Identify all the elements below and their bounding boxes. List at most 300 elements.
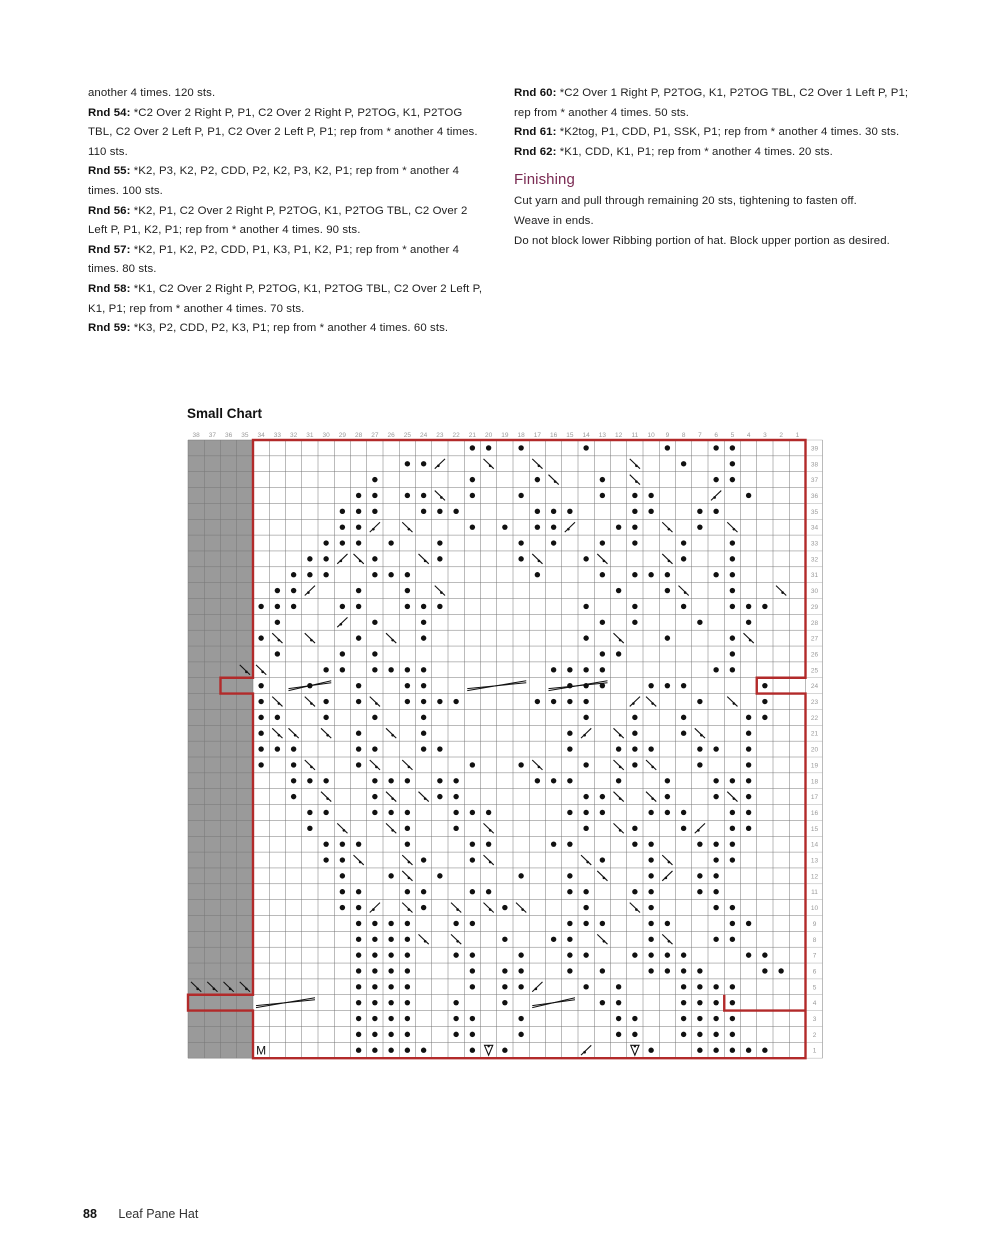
- purl-stitch: [713, 778, 718, 783]
- column-number: 28: [355, 432, 363, 439]
- purl-stitch: [697, 746, 702, 751]
- purl-stitch: [356, 540, 361, 545]
- ssk-stitch: [662, 554, 672, 564]
- purl-stitch: [730, 445, 735, 450]
- purl-stitch: [730, 921, 735, 926]
- row-number: 20: [810, 746, 819, 754]
- purl-dot: [424, 940, 427, 943]
- purl-dot: [326, 734, 329, 737]
- purl-stitch: [437, 604, 442, 609]
- purl-stitch: [713, 572, 718, 577]
- purl-stitch: [697, 1000, 702, 1005]
- purl-stitch: [470, 445, 475, 450]
- ssk-stitch: [646, 697, 656, 707]
- purl-stitch: [616, 651, 621, 656]
- ssk-stitch: [435, 491, 445, 501]
- purl-stitch: [372, 1016, 377, 1021]
- column-number: 3: [763, 432, 767, 439]
- purl-dot: [538, 766, 541, 769]
- purl-stitch: [713, 1032, 718, 1037]
- purl-stitch: [632, 746, 637, 751]
- purl-stitch: [340, 509, 345, 514]
- purl-stitch: [388, 667, 393, 672]
- column-number: 38: [192, 432, 200, 439]
- purl-stitch: [567, 937, 572, 942]
- purl-dot: [733, 702, 736, 705]
- row-number: 6: [812, 968, 817, 976]
- purl-stitch: [713, 509, 718, 514]
- column-number: 7: [698, 432, 702, 439]
- column-number: 35: [241, 432, 249, 439]
- purl-stitch: [405, 683, 410, 688]
- cable-line: [532, 998, 575, 1008]
- purl-stitch: [405, 572, 410, 577]
- purl-dot: [440, 591, 443, 594]
- purl-stitch: [323, 841, 328, 846]
- purl-stitch: [730, 477, 735, 482]
- purl-stitch: [356, 921, 361, 926]
- finishing-paragraph: Cut yarn and pull through remaining 20 sts, tightening to fasten off.: [514, 195, 857, 208]
- purl-stitch: [616, 1016, 621, 1021]
- purl-stitch: [291, 604, 296, 609]
- column-number: 6: [714, 432, 718, 439]
- k2tog-stitch: [337, 554, 347, 564]
- purl-stitch: [746, 746, 751, 751]
- purl-stitch: [372, 810, 377, 815]
- purl-stitch: [681, 715, 686, 720]
- purl-stitch: [583, 826, 588, 831]
- purl-stitch: [453, 509, 458, 514]
- purl-stitch: [356, 731, 361, 736]
- purl-stitch: [746, 715, 751, 720]
- purl-dot: [634, 1045, 636, 1047]
- purl-stitch: [632, 1016, 637, 1021]
- row-number: 14: [810, 841, 819, 849]
- column-number: 30: [322, 432, 330, 439]
- purl-dot: [619, 734, 622, 737]
- purl-stitch: [648, 889, 653, 894]
- purl-stitch: [340, 905, 345, 910]
- row-number: 7: [812, 952, 817, 960]
- purl-stitch: [372, 477, 377, 482]
- purl-stitch: [323, 857, 328, 862]
- purl-stitch: [453, 921, 458, 926]
- purl-dot: [635, 464, 638, 467]
- ssk-stitch: [484, 459, 494, 469]
- purl-stitch: [648, 810, 653, 815]
- purl-stitch: [421, 1048, 426, 1053]
- purl-stitch: [502, 524, 507, 529]
- purl-dot: [489, 464, 492, 467]
- purl-stitch: [632, 1032, 637, 1037]
- purl-stitch: [307, 556, 312, 561]
- purl-stitch: [535, 524, 540, 529]
- purl-stitch: [583, 905, 588, 910]
- ssk-stitch: [370, 697, 380, 707]
- purl-stitch: [583, 921, 588, 926]
- purl-stitch: [632, 604, 637, 609]
- purl-stitch: [648, 968, 653, 973]
- purl-stitch: [372, 968, 377, 973]
- purl-stitch: [762, 604, 767, 609]
- purl-stitch: [421, 699, 426, 704]
- purl-stitch: [388, 540, 393, 545]
- column-number: 29: [338, 432, 346, 439]
- purl-stitch: [583, 952, 588, 957]
- purl-stitch: [388, 921, 393, 926]
- purl-dot: [583, 734, 586, 737]
- purl-stitch: [372, 921, 377, 926]
- purl-stitch: [405, 778, 410, 783]
- column-number: 2: [779, 432, 783, 439]
- purl-dot: [278, 639, 281, 642]
- column-number: 15: [566, 432, 574, 439]
- purl-stitch: [323, 810, 328, 815]
- purl-dot: [245, 988, 248, 991]
- purl-stitch: [470, 857, 475, 862]
- instruction-paragraph: [88, 280, 488, 319]
- purl-dot: [340, 623, 343, 626]
- purl-stitch: [275, 651, 280, 656]
- purl-stitch: [437, 540, 442, 545]
- purl-stitch: [470, 984, 475, 989]
- ssk-stitch: [402, 760, 412, 770]
- purl-stitch: [551, 540, 556, 545]
- purl-stitch: [600, 1000, 605, 1005]
- ssk-stitch: [776, 586, 786, 596]
- purl-dot: [424, 797, 427, 800]
- purl-stitch: [518, 952, 523, 957]
- purl-stitch: [388, 1016, 393, 1021]
- purl-stitch: [583, 667, 588, 672]
- purl-stitch: [372, 746, 377, 751]
- ssk-stitch: [402, 871, 412, 881]
- purl-stitch: [470, 810, 475, 815]
- k2tog-stitch: [370, 903, 380, 913]
- purl-dot: [538, 560, 541, 563]
- column-number: 8: [681, 432, 686, 439]
- purl-dot: [635, 480, 638, 483]
- purl-stitch: [258, 731, 263, 736]
- purl-stitch: [405, 889, 410, 894]
- purl-dot: [651, 766, 654, 769]
- purl-stitch: [405, 841, 410, 846]
- ssk-stitch: [597, 934, 607, 944]
- purl-stitch: [518, 445, 523, 450]
- ssk-stitch: [646, 792, 656, 802]
- purl-stitch: [323, 540, 328, 545]
- purl-stitch: [356, 841, 361, 846]
- row-number: 28: [810, 619, 819, 627]
- column-number: 19: [501, 432, 509, 439]
- purl-dot: [391, 639, 394, 642]
- round-label: Rnd 55:: [88, 165, 131, 178]
- purl-stitch: [323, 556, 328, 561]
- purl-stitch: [616, 984, 621, 989]
- purl-stitch: [713, 873, 718, 878]
- purl-stitch: [681, 604, 686, 609]
- row-number: 24: [810, 683, 819, 691]
- purl-stitch: [275, 620, 280, 625]
- purl-dot: [668, 861, 671, 864]
- ssk-stitch: [305, 697, 315, 707]
- purl-stitch: [405, 826, 410, 831]
- purl-stitch: [697, 1048, 702, 1053]
- purl-stitch: [713, 746, 718, 751]
- purl-stitch: [583, 762, 588, 767]
- purl-stitch: [730, 905, 735, 910]
- purl-dot: [372, 908, 375, 911]
- purl-stitch: [356, 635, 361, 640]
- round-label: Rnd 60:: [514, 87, 557, 99]
- purl-dot: [408, 877, 411, 880]
- purl-dot: [603, 560, 606, 563]
- purl-dot: [651, 702, 654, 705]
- ssk-stitch: [484, 823, 494, 833]
- purl-stitch: [632, 572, 637, 577]
- purl-dot: [521, 908, 524, 911]
- purl-dot: [487, 1045, 489, 1047]
- k2tog-stitch: [435, 459, 445, 469]
- purl-stitch: [665, 921, 670, 926]
- purl-stitch: [421, 857, 426, 862]
- row-number: 8: [812, 936, 817, 944]
- purl-stitch: [762, 699, 767, 704]
- purl-stitch: [567, 509, 572, 514]
- purl-stitch: [632, 841, 637, 846]
- row-number: 13: [810, 857, 819, 865]
- purl-stitch: [291, 762, 296, 767]
- column-number: 21: [468, 432, 476, 439]
- purl-stitch: [665, 635, 670, 640]
- column-number: 25: [403, 432, 411, 439]
- purl-dot: [408, 861, 411, 864]
- purl-stitch: [713, 937, 718, 942]
- instruction-paragraph: [88, 202, 488, 241]
- purl-stitch: [535, 778, 540, 783]
- purl-stitch: [632, 952, 637, 957]
- column-number: 34: [257, 432, 265, 439]
- purl-dot: [294, 734, 297, 737]
- purl-stitch: [535, 509, 540, 514]
- ssk-stitch: [289, 728, 299, 738]
- purl-stitch: [340, 889, 345, 894]
- purl-stitch: [405, 699, 410, 704]
- purl-stitch: [291, 778, 296, 783]
- page-number: 88: [83, 1207, 97, 1221]
- row-number: 15: [810, 825, 819, 833]
- purl-stitch: [356, 1048, 361, 1053]
- purl-stitch: [567, 810, 572, 815]
- purl-stitch: [665, 810, 670, 815]
- purl-stitch: [356, 1000, 361, 1005]
- purl-stitch: [632, 524, 637, 529]
- purl-dot: [619, 639, 622, 642]
- purl-stitch: [730, 1032, 735, 1037]
- purl-stitch: [405, 461, 410, 466]
- purl-stitch: [616, 524, 621, 529]
- purl-stitch: [405, 604, 410, 609]
- purl-stitch: [583, 635, 588, 640]
- purl-dot: [668, 560, 671, 563]
- purl-stitch: [697, 762, 702, 767]
- purl-stitch: [600, 968, 605, 973]
- purl-stitch: [632, 826, 637, 831]
- purl-stitch: [421, 715, 426, 720]
- purl-dot: [408, 908, 411, 911]
- purl-stitch: [518, 1032, 523, 1037]
- purl-stitch: [258, 699, 263, 704]
- ssk-stitch: [532, 459, 542, 469]
- purl-stitch: [681, 683, 686, 688]
- purl-stitch: [340, 604, 345, 609]
- purl-stitch: [730, 651, 735, 656]
- purl-stitch: [453, 1000, 458, 1005]
- purl-stitch: [405, 810, 410, 815]
- purl-stitch: [746, 952, 751, 957]
- round-label: Rnd 59:: [88, 322, 131, 335]
- purl-stitch: [502, 1000, 507, 1005]
- purl-stitch: [486, 810, 491, 815]
- row-number: 32: [810, 556, 819, 564]
- purl-stitch: [372, 1000, 377, 1005]
- purl-dot: [213, 988, 216, 991]
- row-number: 22: [810, 714, 819, 722]
- purl-stitch: [421, 746, 426, 751]
- purl-stitch: [697, 1032, 702, 1037]
- instruction-paragraph: [514, 143, 918, 163]
- purl-dot: [456, 940, 459, 943]
- purl-stitch: [681, 556, 686, 561]
- purl-stitch: [730, 667, 735, 672]
- purl-stitch: [518, 762, 523, 767]
- purl-stitch: [388, 937, 393, 942]
- purl-stitch: [437, 509, 442, 514]
- row-number: 34: [810, 524, 819, 532]
- purl-dot: [391, 734, 394, 737]
- purl-stitch: [470, 762, 475, 767]
- purl-stitch: [470, 841, 475, 846]
- purl-stitch: [551, 524, 556, 529]
- row-number: 5: [812, 984, 817, 992]
- row-number: 3: [812, 1016, 817, 1024]
- ssk-stitch: [321, 792, 331, 802]
- purl-stitch: [323, 572, 328, 577]
- purl-stitch: [567, 952, 572, 957]
- round-text: *C2 Over 2 Right P, P1, C2 Over 2 Right P, P2TOG, K1, P2TOG TBL, C2 Over 2 Left P, P1, C2 Over 2 Left P, P1; rep from * another 4 times. 110 sts.: [88, 106, 478, 158]
- purl-dot: [437, 464, 440, 467]
- k2tog-stitch: [711, 491, 721, 501]
- purl-stitch: [291, 794, 296, 799]
- purl-stitch: [453, 810, 458, 815]
- purl-stitch: [372, 937, 377, 942]
- purl-stitch: [713, 889, 718, 894]
- purl-stitch: [600, 620, 605, 625]
- purl-stitch: [323, 778, 328, 783]
- purl-stitch: [697, 889, 702, 894]
- purl-stitch: [632, 762, 637, 767]
- purl-stitch: [697, 1016, 702, 1021]
- round-text: another 4 times. 120 sts.: [88, 87, 216, 99]
- purl-dot: [489, 908, 492, 911]
- row-number: 12: [810, 873, 819, 881]
- purl-stitch: [356, 524, 361, 529]
- purl-stitch: [470, 968, 475, 973]
- ssk-stitch: [419, 934, 429, 944]
- purl-stitch: [291, 588, 296, 593]
- purl-dot: [310, 702, 313, 705]
- purl-stitch: [437, 556, 442, 561]
- ssk-stitch: [256, 665, 266, 675]
- marker-label: M: [256, 1043, 267, 1058]
- purl-dot: [375, 702, 378, 705]
- purl-stitch: [307, 572, 312, 577]
- purl-stitch: [518, 873, 523, 878]
- instruction-paragraph: [88, 162, 488, 201]
- purl-stitch: [616, 1000, 621, 1005]
- purl-stitch: [730, 540, 735, 545]
- purl-stitch: [453, 826, 458, 831]
- purl-stitch: [551, 667, 556, 672]
- purl-stitch: [340, 651, 345, 656]
- purl-stitch: [648, 857, 653, 862]
- purl-stitch: [632, 715, 637, 720]
- purl-dot: [668, 528, 671, 531]
- column-number: 17: [533, 432, 541, 439]
- small-chart: [187, 428, 819, 1068]
- k2tog-stitch: [532, 982, 542, 992]
- purl-stitch: [583, 556, 588, 561]
- purl-stitch: [746, 731, 751, 736]
- ssk-stitch: [744, 633, 754, 643]
- purl-stitch: [632, 493, 637, 498]
- purl-stitch: [697, 620, 702, 625]
- purl-stitch: [405, 493, 410, 498]
- purl-dot: [456, 908, 459, 911]
- purl-stitch: [778, 968, 783, 973]
- purl-stitch: [567, 921, 572, 926]
- row-number: 35: [810, 508, 819, 516]
- purl-stitch: [600, 667, 605, 672]
- purl-stitch: [567, 778, 572, 783]
- ssk-stitch: [532, 554, 542, 564]
- purl-stitch: [632, 509, 637, 514]
- purl-stitch: [356, 762, 361, 767]
- purl-stitch: [405, 1000, 410, 1005]
- ssk-stitch: [597, 554, 607, 564]
- round-label: Rnd 56:: [88, 204, 131, 217]
- purl-dot: [713, 496, 716, 499]
- column-number: 20: [485, 432, 493, 439]
- ssk-stitch: [272, 728, 282, 738]
- purl-stitch: [405, 1048, 410, 1053]
- purl-stitch: [453, 1032, 458, 1037]
- ssk-stitch: [305, 760, 315, 770]
- purl-stitch: [323, 667, 328, 672]
- purl-stitch: [730, 826, 735, 831]
- purl-stitch: [730, 841, 735, 846]
- column-number: 24: [420, 432, 428, 439]
- purl-stitch: [665, 445, 670, 450]
- purl-stitch: [502, 905, 507, 910]
- purl-stitch: [730, 556, 735, 561]
- ssk-stitch: [549, 475, 559, 485]
- purl-stitch: [583, 604, 588, 609]
- purl-stitch: [486, 841, 491, 846]
- purl-stitch: [600, 794, 605, 799]
- purl-stitch: [746, 826, 751, 831]
- purl-dot: [196, 988, 199, 991]
